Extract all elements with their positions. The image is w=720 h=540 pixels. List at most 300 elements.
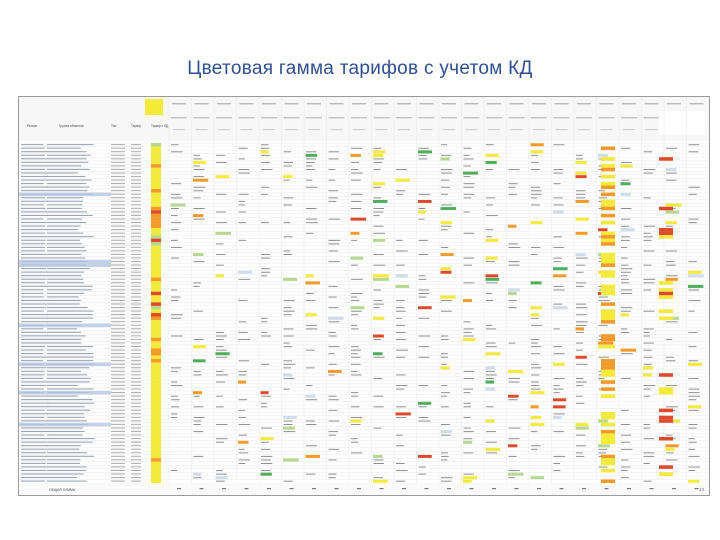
data-value	[171, 144, 178, 145]
right-cell	[601, 423, 615, 427]
data-value	[621, 311, 631, 312]
header-mark	[599, 117, 615, 118]
data-value	[396, 357, 405, 358]
data-cell	[193, 473, 201, 476]
tariff-cell	[151, 359, 161, 363]
data-value	[194, 176, 205, 177]
row-label	[131, 413, 141, 414]
data-value	[261, 459, 271, 460]
data-value	[689, 222, 697, 223]
data-value	[486, 374, 497, 375]
data-value	[644, 250, 655, 251]
data-value	[554, 385, 560, 386]
data-cell	[418, 150, 432, 153]
right-cell	[601, 334, 615, 338]
header-cell: Группа объектов	[59, 124, 84, 128]
row-label	[131, 396, 141, 397]
row-label	[47, 396, 78, 397]
data-value	[216, 438, 227, 439]
data-value	[284, 367, 291, 368]
right-cell	[601, 200, 615, 204]
footer-value	[290, 488, 294, 489]
data-value	[216, 254, 225, 255]
data-value	[644, 424, 651, 425]
data-cell	[576, 218, 589, 221]
row-label	[21, 417, 44, 418]
row-label	[131, 303, 141, 304]
data-value	[396, 463, 405, 464]
data-value	[329, 435, 337, 436]
data-value	[261, 162, 270, 163]
data-value	[419, 158, 428, 159]
tariff-cell	[151, 366, 161, 370]
data-value	[329, 197, 338, 198]
row-label	[131, 424, 141, 425]
data-cell	[576, 423, 589, 426]
data-value	[621, 307, 632, 308]
row-label	[131, 183, 141, 184]
right-cell	[659, 295, 673, 299]
row-label	[111, 272, 125, 273]
row-label	[47, 250, 87, 251]
data-value	[621, 226, 629, 227]
row-label	[131, 179, 141, 180]
data-cell	[283, 416, 297, 419]
row-label	[47, 403, 94, 404]
highlight-row	[19, 391, 111, 395]
row-label	[21, 204, 44, 205]
data-cell	[486, 257, 498, 260]
data-value	[419, 194, 431, 195]
data-value	[554, 197, 563, 198]
data-value	[171, 417, 178, 418]
data-value	[396, 307, 405, 308]
data-value	[351, 392, 358, 393]
data-value	[171, 385, 183, 386]
row-label	[21, 236, 47, 237]
data-value	[621, 353, 633, 354]
data-value	[419, 318, 430, 319]
tariff-cell	[151, 210, 161, 214]
row-label	[21, 289, 44, 290]
data-value	[171, 240, 178, 241]
data-value	[554, 289, 565, 290]
row-label	[21, 254, 47, 255]
data-cell	[373, 455, 382, 458]
header-mark	[510, 103, 524, 104]
data-value	[576, 385, 583, 386]
header-mark	[533, 129, 545, 130]
row-label	[47, 272, 84, 273]
data-value	[261, 335, 271, 336]
row-label	[111, 481, 125, 482]
data-value	[419, 420, 431, 421]
row-label	[47, 211, 87, 212]
data-cell	[486, 381, 495, 384]
row-label	[111, 378, 125, 379]
data-value	[396, 445, 404, 446]
data-cell	[531, 416, 542, 419]
row-label	[131, 314, 141, 315]
data-cell	[486, 388, 496, 391]
data-value	[329, 297, 337, 298]
data-value	[689, 332, 698, 333]
row-label	[111, 420, 125, 421]
data-value	[194, 261, 205, 262]
right-cell	[659, 157, 673, 161]
row-label	[131, 477, 141, 478]
data-cell	[216, 274, 225, 277]
right-cell	[659, 391, 673, 395]
data-value	[261, 442, 269, 443]
data-value	[531, 325, 542, 326]
row-label	[131, 151, 141, 152]
data-value	[441, 481, 452, 482]
data-value	[644, 169, 656, 170]
tariff-cell	[151, 246, 161, 250]
row-label	[111, 318, 125, 319]
row-label	[21, 201, 48, 202]
data-value	[284, 151, 292, 152]
data-value	[216, 382, 225, 383]
row-label	[111, 293, 125, 294]
data-value	[689, 399, 697, 400]
data-value	[419, 148, 429, 149]
row-label	[111, 257, 125, 258]
footer-value	[267, 488, 271, 489]
data-value	[171, 229, 178, 230]
row-label	[47, 218, 82, 219]
data-value	[194, 208, 205, 209]
data-cell	[531, 423, 545, 426]
row-label	[47, 456, 94, 457]
row-label	[131, 229, 141, 230]
data-cell	[283, 427, 295, 430]
row-label	[111, 226, 125, 227]
data-value	[194, 371, 201, 372]
data-value	[464, 328, 474, 329]
row-label	[21, 215, 47, 216]
data-value	[666, 321, 678, 322]
right-cell	[601, 175, 615, 179]
row-label	[111, 342, 125, 343]
data-value	[329, 243, 340, 244]
footer-value	[470, 488, 474, 489]
data-value	[599, 357, 610, 358]
data-cell	[216, 352, 230, 355]
row-label	[131, 211, 141, 212]
data-value	[464, 183, 475, 184]
data-value	[441, 385, 447, 386]
data-cell	[351, 218, 367, 221]
tariff-cell	[151, 292, 161, 296]
footer-value	[605, 488, 609, 489]
header-mark	[576, 117, 592, 118]
row-label	[47, 445, 81, 446]
row-label	[111, 473, 125, 474]
row-label	[131, 459, 141, 460]
data-value	[284, 346, 293, 347]
data-value	[261, 321, 267, 322]
data-cell	[351, 257, 364, 260]
data-cell	[418, 306, 432, 309]
tariff-cell	[151, 320, 161, 324]
data-value	[666, 275, 678, 276]
tariff-cell	[151, 437, 161, 441]
data-value	[351, 374, 362, 375]
row-label	[111, 477, 125, 478]
data-value	[644, 396, 651, 397]
data-value	[351, 417, 362, 418]
right-cell	[601, 235, 615, 239]
data-value	[351, 311, 362, 312]
data-value	[644, 332, 650, 333]
data-cell	[486, 239, 499, 242]
data-cell	[463, 480, 472, 483]
data-value	[531, 318, 539, 319]
row-label	[111, 179, 125, 180]
data-cell	[216, 476, 228, 479]
data-cell	[486, 274, 499, 277]
row-label	[47, 406, 85, 407]
row-label	[47, 442, 93, 443]
data-value	[284, 424, 293, 425]
data-value	[486, 431, 496, 432]
data-value	[486, 282, 498, 283]
data-value	[486, 406, 494, 407]
data-value	[329, 374, 335, 375]
row-label	[47, 187, 89, 188]
tariff-cell	[151, 299, 161, 303]
row-label	[131, 463, 141, 464]
data-value	[531, 367, 541, 368]
right-cell	[601, 373, 615, 377]
data-value	[261, 403, 267, 404]
row-label	[111, 279, 125, 280]
tariff-cell	[151, 373, 161, 377]
data-value	[261, 364, 269, 365]
right-cell	[601, 469, 615, 473]
row-label	[131, 360, 141, 361]
data-value	[351, 265, 358, 266]
row-label	[111, 442, 125, 443]
data-cell	[531, 150, 544, 153]
data-value	[464, 378, 474, 379]
data-value	[689, 289, 700, 290]
data-value	[554, 353, 565, 354]
data-value	[419, 219, 425, 220]
data-value	[464, 258, 475, 259]
row-label	[111, 296, 125, 297]
tariff-cell	[151, 271, 161, 275]
data-value	[576, 258, 588, 259]
row-label	[47, 427, 83, 428]
data-value	[689, 151, 699, 152]
data-cell	[193, 345, 206, 348]
data-value	[216, 335, 227, 336]
data-value	[486, 378, 494, 379]
row-label	[111, 392, 125, 393]
data-cell	[373, 335, 384, 338]
row-label	[21, 148, 45, 149]
data-value	[509, 399, 518, 400]
data-cell	[531, 391, 545, 394]
tariff-cell	[151, 352, 161, 356]
data-value	[689, 261, 697, 262]
data-value	[554, 456, 566, 457]
row-label	[47, 388, 94, 389]
row-label	[111, 456, 125, 457]
data-value	[599, 197, 607, 198]
data-value	[531, 162, 539, 163]
data-value	[486, 343, 496, 344]
data-value	[171, 208, 179, 209]
row-label	[131, 417, 141, 418]
row-label	[111, 275, 125, 276]
data-value	[644, 233, 651, 234]
tariff-cell	[151, 309, 161, 313]
right-cell	[659, 207, 673, 211]
tariff-cell	[151, 409, 161, 413]
row-label	[131, 449, 141, 450]
row-label	[131, 187, 141, 188]
data-value	[644, 463, 650, 464]
header-mark	[531, 117, 547, 118]
row-label	[21, 459, 46, 460]
highlight-row	[19, 423, 111, 427]
tariff-cell	[151, 458, 161, 462]
data-value	[464, 197, 472, 198]
data-value	[621, 470, 628, 471]
data-value	[441, 339, 449, 340]
row-label	[21, 268, 46, 269]
data-value	[374, 187, 382, 188]
data-cell	[666, 444, 679, 447]
highlight-row	[19, 193, 111, 197]
data-value	[689, 378, 699, 379]
data-value	[351, 201, 362, 202]
data-value	[486, 328, 496, 329]
data-value	[261, 272, 270, 273]
row-label	[131, 264, 141, 265]
data-value	[239, 212, 246, 213]
tariff-cell	[151, 186, 161, 190]
row-label	[21, 275, 47, 276]
row-label	[131, 289, 141, 290]
tariff-cell	[151, 348, 161, 352]
data-value	[171, 247, 182, 248]
data-value	[644, 481, 652, 482]
row-label	[47, 300, 81, 301]
data-value	[239, 410, 246, 411]
data-cell	[666, 448, 675, 451]
data-value	[306, 165, 312, 166]
data-cell	[373, 352, 382, 355]
data-value	[194, 456, 204, 457]
row-label	[131, 442, 141, 443]
row-label	[111, 261, 125, 262]
data-value	[396, 332, 405, 333]
data-cell	[508, 225, 516, 228]
row-label	[21, 321, 48, 322]
data-value	[329, 307, 339, 308]
row-label	[131, 452, 141, 453]
data-value	[329, 180, 336, 181]
data-value	[486, 325, 492, 326]
row-label	[131, 367, 141, 368]
data-value	[261, 155, 270, 156]
row-label	[131, 392, 141, 393]
data-cell	[621, 313, 630, 316]
row-label	[131, 208, 141, 209]
data-value	[576, 272, 584, 273]
row-label	[111, 190, 125, 191]
data-value	[306, 208, 316, 209]
data-value	[171, 371, 178, 372]
data-value	[576, 456, 584, 457]
data-value	[329, 201, 337, 202]
data-value	[171, 335, 183, 336]
data-value	[351, 169, 358, 170]
data-cell	[508, 473, 523, 476]
row-label	[47, 165, 81, 166]
data-value	[621, 219, 630, 220]
data-value	[441, 169, 453, 170]
data-cell	[576, 161, 587, 164]
data-value	[621, 265, 628, 266]
tariff-cell	[151, 363, 161, 367]
row-label	[21, 431, 47, 432]
data-cell	[576, 172, 587, 175]
data-cell	[621, 165, 633, 168]
row-label	[47, 311, 94, 312]
right-cell	[601, 462, 615, 466]
data-cell	[486, 352, 501, 355]
data-value	[351, 208, 361, 209]
data-value	[576, 396, 583, 397]
data-cell	[193, 391, 202, 394]
data-value	[486, 144, 494, 145]
row-label	[111, 208, 125, 209]
data-value	[666, 357, 674, 358]
row-label	[111, 233, 125, 234]
row-label	[111, 449, 125, 450]
row-label	[47, 434, 83, 435]
data-value	[396, 435, 403, 436]
row-label	[111, 410, 125, 411]
header-mark	[173, 129, 185, 130]
data-value	[419, 467, 426, 468]
data-cell	[553, 363, 565, 366]
row-label	[47, 204, 82, 205]
right-cell	[601, 242, 615, 246]
tariff-cell	[151, 451, 161, 455]
data-value	[329, 151, 340, 152]
data-value	[689, 442, 697, 443]
header-cell: Регион	[27, 124, 38, 128]
footer-value	[357, 488, 361, 489]
data-cell	[666, 204, 682, 207]
data-cell	[553, 267, 568, 270]
data-value	[464, 265, 473, 266]
data-value	[621, 268, 632, 269]
data-value	[261, 406, 267, 407]
data-value	[441, 357, 448, 358]
data-value	[464, 389, 473, 390]
data-value	[509, 456, 517, 457]
row-label	[47, 303, 80, 304]
data-value	[486, 346, 497, 347]
